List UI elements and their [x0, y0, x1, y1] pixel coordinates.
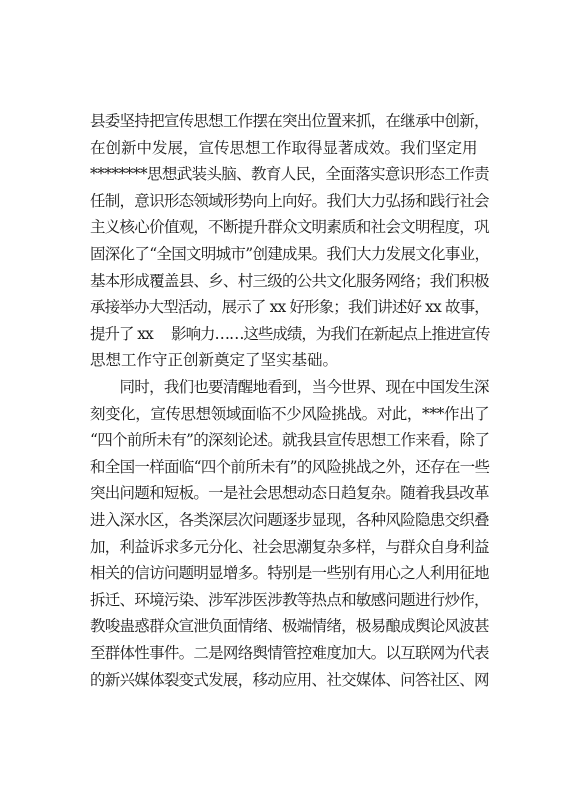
text-line: 教唆蛊惑群众宣泄负面情绪、极端情绪，极易酿成舆论风波甚	[90, 617, 489, 636]
text-line: “四个前所未有”的深刻论述。就我县宣传思想工作来看，除了	[90, 431, 490, 450]
text-line: 拆迁、环境污染、涉军涉医涉教等热点和敏感问题进行炒作，	[90, 590, 489, 609]
text-line: 提升了 xx 影响力……这些成绩，为我们在新起点上推进宣传	[90, 324, 490, 343]
text-line: 加，利益诉求多元分化、社会思潮复杂多样，与群众自身利益	[90, 537, 489, 556]
text-line: 思想工作守正创新奠定了坚实基础。	[90, 351, 339, 370]
text-line: 主义核心价值观，不断提升群众文明素质和社会文明程度，巩	[90, 218, 489, 237]
text-line: 和全国一样面临“四个前所未有”的风险挑战之外，还存在一些	[90, 457, 490, 476]
text-line: 进入深水区，各类深层次问题逐步显现，各种风险隐患交织叠	[90, 510, 489, 529]
text-line: 县委坚持把宣传思想工作摆在突出位置来抓，在继承中创新，	[90, 112, 489, 130]
text-line: ********思想武装头脑、教育人民，全面落实意识形态工作责	[90, 165, 489, 184]
text-line: 刻变化，宣传思想领域面临不少风险挑战。对此，***作出了	[90, 404, 490, 423]
text-line: 承接举办大型活动，展示了 xx 好形象；我们讲述好 xx 故事，	[90, 298, 489, 317]
text-line: 任制，意识形态领域形势向上向好。我们大力弘扬和践行社会	[90, 191, 489, 210]
text-line: 在创新中发展，宣传思想工作取得显著成效。我们坚定用	[90, 138, 478, 157]
text-line: 突出问题和短板。一是社会思想动态日趋复杂。随着我县改革	[90, 484, 489, 503]
text-line: 基本形成覆盖县、乡、村三级的公共文化服务网络；我们积极	[90, 271, 489, 290]
text-line: 固深化了“全国文明城市”创建成果。我们大力发展文化事业，	[90, 244, 490, 263]
paragraph-achievements	[90, 108, 490, 374]
text-line: 相关的信访问题明显增多。特别是一些别有用心之人利用征地	[90, 564, 489, 583]
text-line: 的新兴媒体裂变式发展，移动应用、社交媒体、问答社区、网	[90, 670, 489, 689]
paragraph-challenges	[90, 374, 490, 693]
text-line: 同时，我们也要清醒地看到，当今世界、现在中国发生深	[90, 378, 489, 396]
text-line: 至群体性事件。二是网络舆情管控难度加大。以互联网为代表	[90, 643, 489, 662]
